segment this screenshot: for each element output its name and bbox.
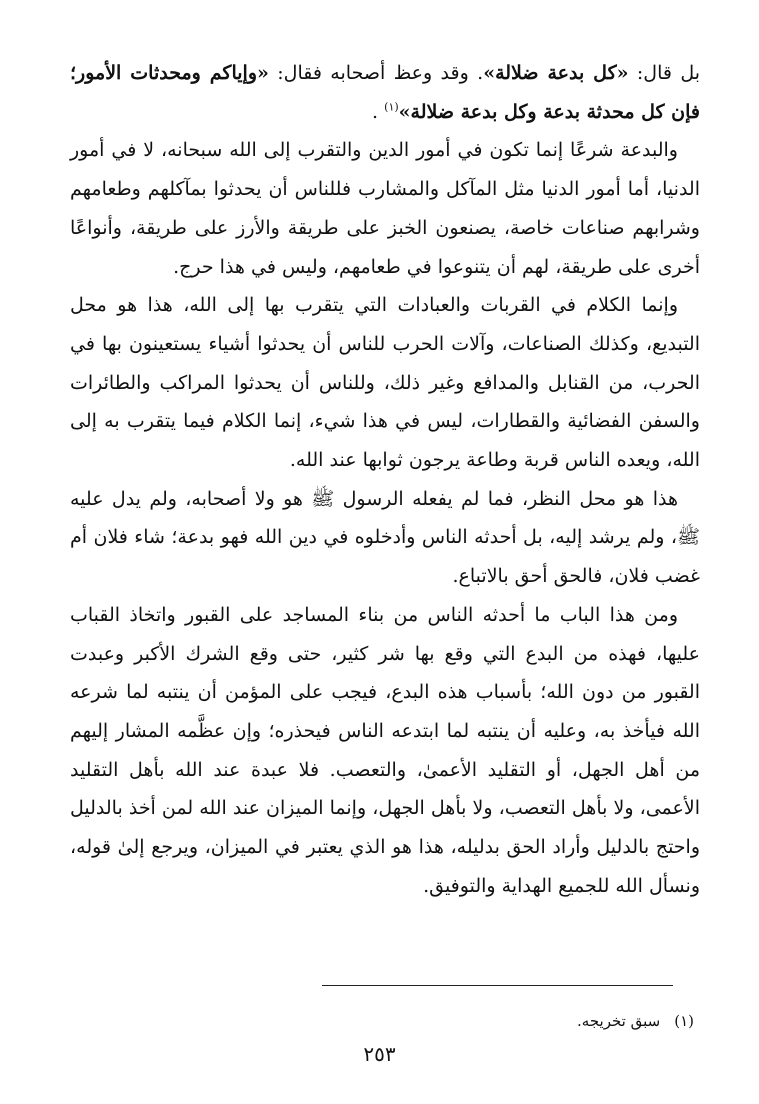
paragraph-bidah-definition	[70, 131, 700, 286]
paragraph-text: وإنما الكلام في القربات والعبادات التي يتقرب بها إلى الله، هذا هو محل التبديع، وكذلك الصناعات، وآلات الحرب للناس أن يحدثوا أشياء يستعينون بها في الحرب، من القنابل والمدافع وغير ذلك، وللناس أن يحدثوا المراكب والطائرات والسفن الفضائية والقطارات، ليس في هذا شيء، إنما الكلام فيما يتقرب به إلى الله، ويعده الناس قربة وطاعة يرجون ثوابها عند الله.	[70, 294, 700, 472]
segment-text: بل قال:	[628, 62, 700, 84]
footnote-text: سبق تخريجه.	[577, 1012, 661, 1030]
paragraph-point-of-inquiry	[70, 480, 700, 596]
footnote-number: (١)	[674, 1012, 694, 1030]
segment-text: .	[372, 100, 385, 123]
footnote-divider	[322, 985, 673, 986]
paragraph-text: هذا هو محل النظر، فما لم يفعله الرسول ﷺ هو ولا أصحابه، ولم يدل عليه ﷺ، ولم يرشد إليه، بل أحدثه الناس وأدخلوه في دين الله فهو بدعة؛ شاء فلان أم غضب فلان، فالحق أحق بالاتباع.	[70, 487, 700, 588]
hadith-quote-bold: «كل بدعة ضلالة»	[483, 62, 629, 84]
footnote-marker[interactable]: (١)	[384, 100, 399, 114]
paragraph-text: ومن هذا الباب ما أحدثه الناس من بناء المساجد على القبور واتخاذ القباب عليها، فهذه من البدع التي وقع بها شر كثير، حتى وقع الشرك الأكبر وعبدت القبور من دون الله؛ بأسباب هذه البدع، فيجب على المؤمن أن ينتبه لما شرعه الله فيأخذ به، وعليه أن ينتبه لما ابتدعه الناس فيحذره؛ وإن عظَّمه المشار إليهم من أهل الجهل، أو التقليد الأعمىٰ، والتعصب. فلا عبدة عند الله بأهل التقليد الأعمى، ولا بأهل التعصب، ولا بأهل الجهل، وإنما الميزان عند الله لمن أخذ بالدليل واحتج بالدليل وأراد الحق بدليله، هذا هو الذي يعتبر في الميزان، ويرجع إلىٰ قوله، ونسأل الله للجميع الهداية والتوفيق.	[70, 603, 700, 897]
page-number: ٢٥٣	[363, 1042, 396, 1066]
body-text	[70, 54, 700, 905]
paragraph-text: والبدعة شرعًا إنما تكون في أمور الدين والتقرب إلى الله سبحانه، لا في أمور الدنيا، أما أمور الدنيا مثل المآكل والمشارب فللناس أن يحدثوا بمآكلهم وطعامهم وشرابهم صناعات خاصة، يصنعون الخبز على طريقة والأرز على طريقة، وأنواعًا أخرى على طريقة، لهم أن يتنوعوا في طعامهم، وليس في هذا حرج.	[70, 139, 700, 278]
paragraph-hadith	[70, 54, 700, 131]
paragraph-worship-innovation	[70, 286, 700, 480]
segment-text: . وقد وعظ أصحابه فقال:	[268, 62, 484, 84]
paragraph-graves-mosques	[70, 596, 700, 906]
hadith-quote-bold: «وإياكم ومحدثات الأمور؛ فإن كل محدثة بدعة وكل بدعة ضلالة»	[70, 62, 700, 123]
footnote	[577, 1010, 694, 1032]
